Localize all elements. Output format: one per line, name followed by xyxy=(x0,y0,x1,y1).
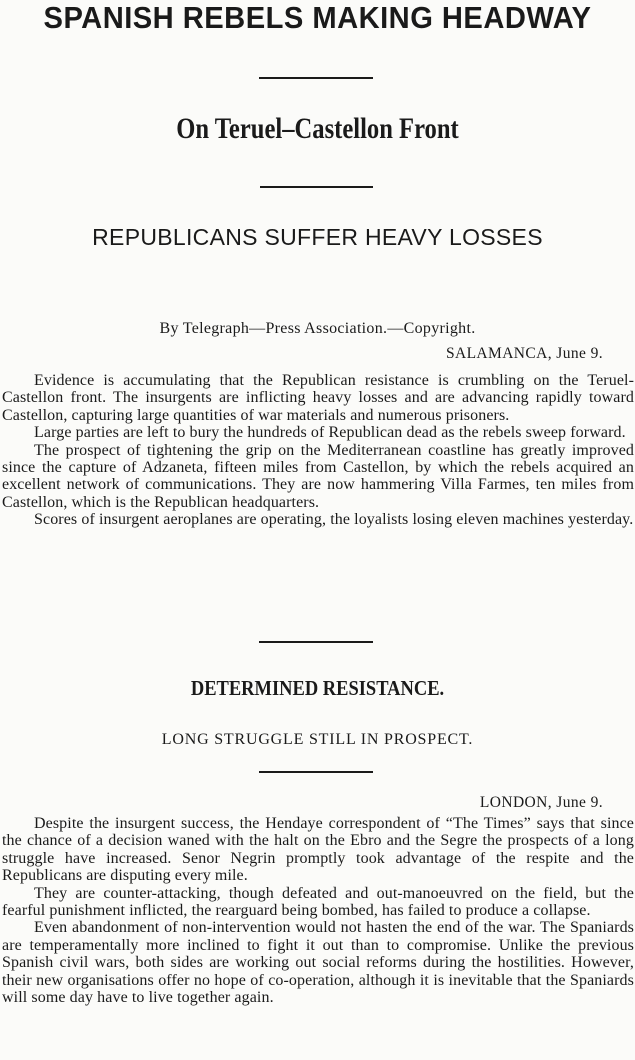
divider-rule xyxy=(259,641,373,643)
paragraph: The prospect of tightening the grip on the Mediterranean coastline has greatly improved since the capture of Adzaneta, fifteen miles from Castellon, by which the rebels acquired an excellent network of communications. They are now hammering Villa Farmes, ten miles from Castellon, which is the Republican headquarters. xyxy=(2,441,634,511)
dateline-salamanca: SALAMANCA, June 9. xyxy=(445,345,603,362)
divider-rule xyxy=(259,771,373,773)
section-subheading: LONG STRUGGLE STILL IN PROSPECT. xyxy=(161,731,474,748)
divider-rule xyxy=(259,77,373,79)
paragraph: Large parties are left to bury the hundreds of Republican dead as the rebels sweep forward. xyxy=(34,424,626,442)
deck: REPUBLICANS SUFFER HEAVY LOSSES xyxy=(92,224,543,250)
paragraph: Evidence is accumulating that the Republican resistance is crumbling on the Teruel-Castellon front. The insurgents are inflicting heavy losses and are advancing rapidly toward Castellon, capturing large quantities of war materials and numerous prisoners. xyxy=(2,372,634,424)
article-body-1 xyxy=(2,372,634,529)
section-heading: DETERMINED RESISTANCE. xyxy=(190,676,445,700)
subheadline: On Teruel–Castellon Front xyxy=(176,112,459,145)
headline: SPANISH REBELS MAKING HEADWAY xyxy=(43,0,592,35)
divider-rule xyxy=(260,186,373,188)
dateline-london: LONDON, June 9. xyxy=(479,794,603,811)
paragraph: They are counter-attacking, though defeated and out-manoeuvred on the field, but the fearful punishment inflicted, the rearguard being bombed, has failed to produce a collapse. xyxy=(2,884,634,920)
byline: By Telegraph—Press Association.—Copyright. xyxy=(159,320,476,337)
paragraph: Even abandonment of non-intervention would not hasten the end of the war. The Spaniards are temperamentally more inclined to fight it out than to compromise. Unlike the previous Spanish civil wars, both sides are working out social reforms during the hostilities. However, their new organisations offer no hope of co-operation, although it is inevitable that the Spaniards will some day have to live together again. xyxy=(2,919,634,1007)
paragraph: Despite the insurgent success, the Hendaye correspondent of “The Times” says that since the chance of a decision waned with the halt on the Ebro and the Segre the prospects of a long struggle have increased. Senor Negrin promptly took advantage of the respite and the Republicans are disputing every mile. xyxy=(2,815,634,885)
article-body-2 xyxy=(2,815,634,1006)
paragraph: Scores of insurgent aeroplanes are operating, the loyalists losing eleven machines yesterday. xyxy=(34,511,634,529)
